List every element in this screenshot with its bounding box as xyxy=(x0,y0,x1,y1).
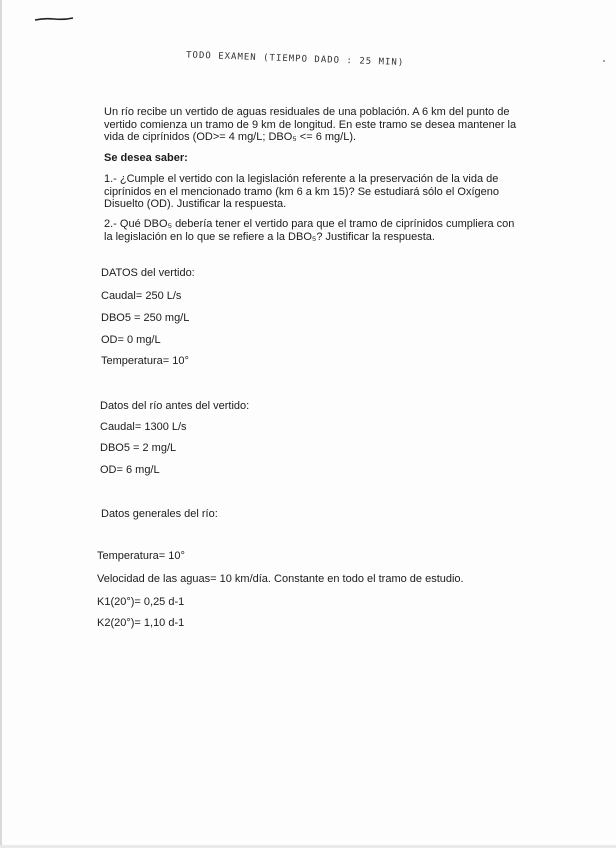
scan-speck xyxy=(603,60,605,62)
question-2: 2.- Qué DBO₅ debería tener el vertido para que el tramo de ciprínidos cumpliera con la legislación en lo que se refiere a la DBO₅? Justificar la respuesta. xyxy=(104,218,515,243)
rio-antes-title: Datos del río antes del vertido: xyxy=(100,400,250,412)
rio-general-title: Datos generales del río: xyxy=(101,508,218,520)
intro-paragraph: Un río recibe un vertido de aguas residuales de una población. A 6 km del punto de vertido comienza un tramo de 9 km de longitud. En este tramo se desea mantener la vida de ciprínidos (OD>= 4 mg/L; DBO₅ <= 6 mg/L). xyxy=(104,106,517,144)
rio-antes-item: OD= 6 mg/L xyxy=(100,464,160,476)
pen-stroke-mark xyxy=(34,17,74,21)
handwritten-note: TODO EXAMEN (TIEMPO DADO : 25 MIN) xyxy=(185,50,405,69)
vertido-item: Caudal= 250 L/s xyxy=(101,290,182,302)
rio-antes-item: DBO5 = 2 mg/L xyxy=(100,442,177,454)
se-desea-saber: Se desea saber: xyxy=(104,152,188,164)
rio-general-item: Velocidad de las aguas= 10 km/día. Constante en todo el tramo de estudio. xyxy=(97,573,464,585)
vertido-item: DBO5 = 250 mg/L xyxy=(101,312,190,324)
question-1: 1.- ¿Cumple el vertido con la legislación referente a la preservación de la vida de ciprínidos en el mencionado tramo (km 6 a km 15)? Se estudiará sólo el Oxígeno Disuelto (OD). Justificar la respuesta. xyxy=(104,173,499,211)
rio-general-item: K2(20°)= 1,10 d-1 xyxy=(97,617,185,629)
vertido-item: OD= 0 mg/L xyxy=(101,334,161,346)
scan-edge xyxy=(0,0,2,848)
vertido-title: DATOS del vertido: xyxy=(101,267,195,279)
rio-general-item: K1(20°)= 0,25 d-1 xyxy=(97,596,185,608)
rio-antes-item: Caudal= 1300 L/s xyxy=(100,421,187,433)
rio-general-item: Temperatura= 10° xyxy=(97,550,185,562)
vertido-item: Temperatura= 10° xyxy=(101,355,189,367)
